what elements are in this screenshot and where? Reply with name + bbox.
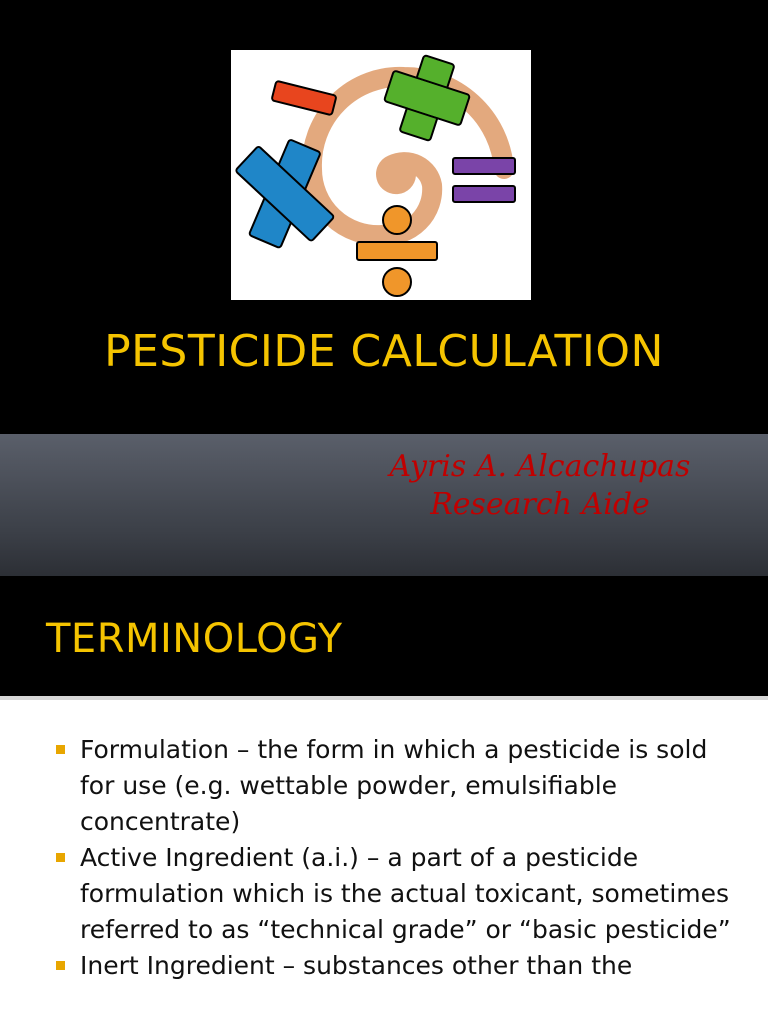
bullet-text: Formulation – the form in which a pesticide is sold for use (e.g. wettable powder, emulsifiable concentrate) [80,735,708,836]
title-slide [0,0,768,434]
bullet-icon [56,961,65,970]
author-role: Research Aide [430,487,650,522]
bullet-list [54,732,734,984]
list-item [54,840,734,948]
math-operators-swirl-icon [231,50,531,300]
presentation-title: PESTICIDE CALCULATION [104,326,664,377]
list-item [54,948,734,984]
equals-icon [453,158,515,202]
bullet-icon [56,745,65,754]
minus-icon [272,81,337,115]
author-name: Ayris A. Alcachupas [389,449,691,484]
divider [0,696,768,700]
author-block [360,448,720,524]
list-item [54,732,734,840]
section-title: TERMINOLOGY [46,616,343,662]
bullet-icon [56,853,65,862]
plus-icon [377,50,478,148]
bullet-text: Active Ingredient (a.i.) – a part of a pesticide formulation which is the actual toxicant, sometimes referred to as “technical grade” or “basic pesticide” [80,843,731,944]
bullet-text: Inert Ingredient – substances other than the [80,951,633,980]
